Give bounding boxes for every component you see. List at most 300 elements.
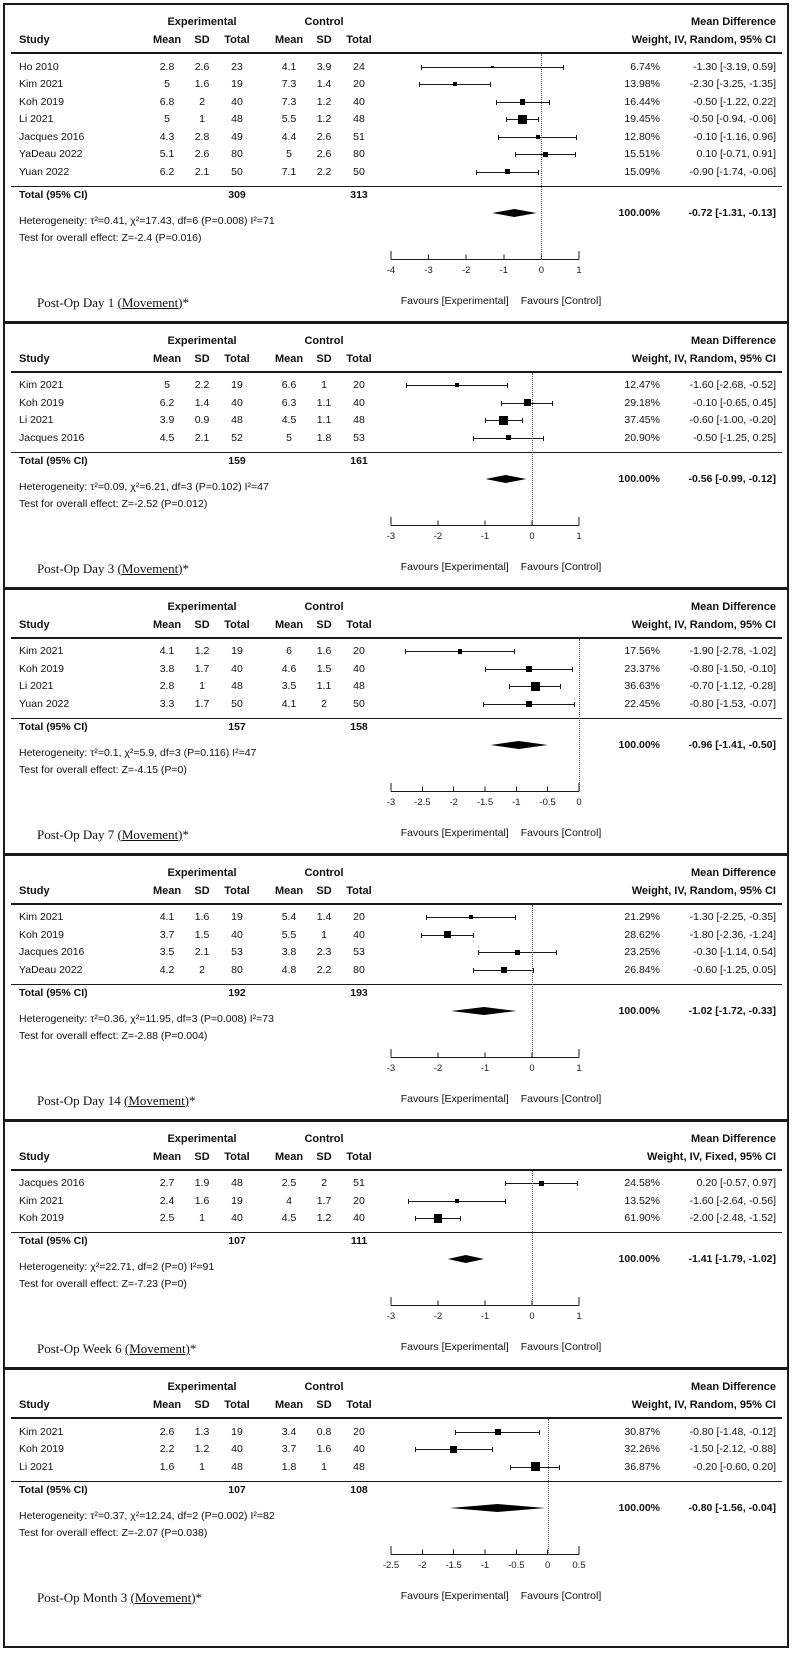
ci-cap-left bbox=[419, 82, 420, 87]
ctrl-sd-value: 1 bbox=[321, 379, 327, 392]
forest-panel-1 bbox=[5, 5, 787, 324]
weight-value: 13.52% bbox=[624, 1194, 660, 1207]
confidence-interval-plot bbox=[379, 93, 594, 111]
total-label: Total (95% CI) bbox=[19, 1235, 88, 1247]
study-name: Yuan 2022 bbox=[19, 165, 70, 178]
exp-mean-column-header: Mean bbox=[152, 1150, 182, 1163]
panel-title bbox=[37, 561, 189, 577]
exp-mean-value: 6.2 bbox=[159, 165, 175, 178]
total-mean-difference: -0.56 [-0.99, -0.12] bbox=[688, 472, 776, 485]
total-ctrl-n: 158 bbox=[350, 720, 368, 733]
confidence-interval-plot bbox=[379, 146, 594, 164]
total-exp-n: 107 bbox=[228, 1235, 246, 1247]
group-header-row bbox=[11, 1376, 782, 1396]
exp-mean-value: 2.6 bbox=[159, 1425, 175, 1438]
axis-tick-label: -3 bbox=[386, 796, 396, 808]
exp-total-column-header: Total bbox=[224, 618, 250, 631]
mean-difference-value: -1.80 [-2.36, -1.24] bbox=[689, 928, 776, 941]
axis-tick-label: -2.5 bbox=[382, 1559, 400, 1571]
confidence-interval-plot bbox=[379, 394, 594, 412]
ctrl-sd-value: 1.1 bbox=[316, 414, 332, 427]
total-mean-difference: -0.96 [-1.41, -0.50] bbox=[688, 738, 776, 751]
effect-square bbox=[520, 99, 526, 105]
mean-difference-value: 0.10 [-0.71, 0.91] bbox=[696, 148, 776, 161]
table-row bbox=[11, 58, 782, 76]
axis-tick-label: -2 bbox=[461, 264, 471, 276]
ci-cap-right bbox=[538, 170, 539, 175]
study-name: Koh 2019 bbox=[19, 396, 64, 409]
ctrl-mean-value: 5 bbox=[286, 148, 292, 161]
ctrl-sd-value: 1.6 bbox=[316, 1443, 332, 1456]
total-ctrl-n: 108 bbox=[350, 1483, 368, 1496]
panel-title-post: * bbox=[182, 560, 190, 576]
group-header-row bbox=[11, 330, 782, 350]
axis-tick-label: -2 bbox=[433, 1062, 443, 1074]
exp-sd-value: 1.7 bbox=[194, 662, 210, 675]
weight-ci-column-header: Weight, IV, Random, 95% CI bbox=[631, 34, 776, 46]
table-row bbox=[11, 1210, 782, 1228]
exp-total-value: 48 bbox=[231, 414, 243, 427]
panel-title-underlined: (Movement) bbox=[117, 826, 183, 842]
axis-row bbox=[11, 250, 782, 289]
exp-mean-value: 2.8 bbox=[159, 60, 175, 73]
weight-ci-column-header: Weight, IV, Fixed, 95% CI bbox=[647, 1150, 776, 1163]
ctrl-sd-value: 1.4 bbox=[316, 911, 332, 924]
ci-cap-left bbox=[501, 401, 502, 406]
total-label: Total (95% CI) bbox=[19, 986, 88, 999]
weight-ci-column-header: Weight, IV, Random, 95% CI bbox=[631, 352, 776, 365]
effect-square bbox=[515, 950, 520, 955]
exp-sd-value: 1.7 bbox=[194, 697, 210, 710]
axis bbox=[379, 1048, 594, 1087]
axis-tick-label: -3 bbox=[386, 530, 396, 542]
ctrl-sd-column-header: SD bbox=[316, 884, 332, 897]
exp-mean-value: 5 bbox=[164, 379, 170, 392]
favours-experimental-label: Favours [Experimental] bbox=[400, 1589, 509, 1602]
weight-value: 28.62% bbox=[624, 928, 660, 941]
exp-mean-value: 2.7 bbox=[159, 1177, 175, 1190]
mean-difference-value: -0.30 [-1.14, 0.54] bbox=[693, 946, 776, 959]
ctrl-sd-column-header: SD bbox=[316, 352, 332, 365]
mean-difference-header: Mean Difference bbox=[691, 1381, 776, 1393]
weight-value: 26.84% bbox=[624, 963, 660, 976]
total-row bbox=[11, 720, 782, 751]
favours-experimental-label: Favours [Experimental] bbox=[400, 826, 509, 839]
experimental-group-header: Experimental bbox=[167, 16, 237, 28]
mean-difference-header: Mean Difference bbox=[691, 600, 776, 613]
table-row bbox=[11, 93, 782, 111]
ctrl-mean-value: 4.8 bbox=[281, 963, 297, 976]
forest-panel-5 bbox=[5, 1122, 787, 1371]
forest-plot-figure bbox=[3, 3, 789, 1648]
effect-square bbox=[499, 416, 508, 425]
ctrl-mean-value: 7.3 bbox=[281, 78, 297, 91]
panel-title-pre: Post-Op Day 7 bbox=[37, 826, 118, 842]
total-weight: 100.00% bbox=[618, 1004, 660, 1017]
exp-sd-value: 1.2 bbox=[194, 645, 210, 658]
axis-tick-label: 1 bbox=[576, 530, 582, 542]
weight-value: 19.45% bbox=[624, 113, 660, 126]
ci-cap-left bbox=[415, 1447, 416, 1452]
pooled-diamond-plot bbox=[379, 999, 594, 1023]
confidence-interval-plot bbox=[379, 111, 594, 129]
ctrl-mean-value: 3.7 bbox=[281, 1443, 297, 1456]
ctrl-total-value: 40 bbox=[353, 1443, 365, 1456]
confidence-interval-plot bbox=[379, 1192, 594, 1210]
total-label: Total (95% CI) bbox=[19, 188, 88, 201]
ci-cap-right bbox=[492, 1447, 493, 1452]
total-exp-n: 309 bbox=[228, 188, 246, 201]
favours-labels bbox=[401, 1093, 602, 1105]
ci-cap-left bbox=[498, 135, 499, 140]
total-ctrl-n: 161 bbox=[350, 454, 368, 467]
ctrl-sd-value: 1.7 bbox=[316, 1194, 332, 1207]
exp-sd-column-header: SD bbox=[194, 34, 210, 46]
ci-cap-right bbox=[574, 702, 575, 707]
ctrl-total-value: 48 bbox=[353, 414, 365, 427]
axis-tick-label: -2 bbox=[433, 1311, 443, 1322]
panel-title-pre: Post-Op Day 1 bbox=[37, 294, 118, 310]
exp-sd-column-header: SD bbox=[194, 1399, 210, 1411]
exp-mean-value: 4.3 bbox=[159, 130, 175, 143]
total-mean-difference: -0.80 [-1.56, -0.04] bbox=[688, 1501, 776, 1514]
control-group-header: Control bbox=[304, 866, 344, 879]
weight-value: 32.26% bbox=[624, 1443, 660, 1456]
panel-title-underlined: (Movement) bbox=[124, 1092, 190, 1108]
total-mean-difference: -1.41 [-1.79, -1.02] bbox=[688, 1253, 776, 1265]
ci-cap-right bbox=[522, 418, 523, 423]
panel-title-post: * bbox=[182, 294, 190, 310]
exp-sd-value: 1.6 bbox=[194, 911, 210, 924]
favours-control-label: Favours [Control] bbox=[520, 294, 602, 307]
ci-cap-right bbox=[577, 1181, 578, 1186]
exp-sd-value: 1.6 bbox=[194, 1194, 210, 1207]
ctrl-sd-value: 1.1 bbox=[316, 396, 332, 409]
ctrl-mean-value: 7.1 bbox=[281, 165, 297, 178]
exp-total-value: 40 bbox=[231, 396, 243, 409]
exp-total-value: 19 bbox=[231, 1425, 243, 1438]
ci-cap-right bbox=[563, 65, 564, 70]
confidence-interval-plot bbox=[379, 1441, 594, 1459]
panel-footer bbox=[11, 557, 782, 581]
total-exp-n: 157 bbox=[228, 720, 246, 733]
confidence-interval-plot bbox=[379, 163, 594, 181]
total-row bbox=[11, 188, 782, 219]
exp-mean-value: 3.7 bbox=[159, 928, 175, 941]
mean-difference-value: -0.10 [-1.16, 0.96] bbox=[693, 130, 776, 143]
exp-mean-value: 4.5 bbox=[159, 431, 175, 444]
ci-cap-left bbox=[421, 933, 422, 938]
effect-square bbox=[543, 152, 548, 157]
effect-square bbox=[536, 135, 540, 139]
effect-square bbox=[501, 967, 507, 973]
ctrl-total-value: 20 bbox=[353, 379, 365, 392]
study-name: Li 2021 bbox=[19, 1460, 54, 1473]
weight-value: 13.98% bbox=[624, 78, 660, 91]
table-row bbox=[11, 961, 782, 979]
ctrl-total-value: 50 bbox=[353, 165, 365, 178]
axis-row bbox=[11, 1048, 782, 1087]
ci-cap-left bbox=[485, 667, 486, 672]
total-exp-n: 107 bbox=[228, 1483, 246, 1496]
ctrl-mean-value: 4.1 bbox=[281, 60, 297, 73]
table-row bbox=[11, 111, 782, 129]
study-rows bbox=[11, 1419, 782, 1482]
panel-header bbox=[11, 596, 782, 639]
exp-sd-value: 2.6 bbox=[194, 148, 210, 161]
forest-panel-4 bbox=[5, 856, 787, 1122]
table-row bbox=[11, 1441, 782, 1459]
forest-panel-2 bbox=[5, 324, 787, 590]
axis-tick-label: -0.5 bbox=[539, 796, 556, 808]
confidence-interval-plot bbox=[379, 678, 594, 696]
ctrl-sd-column-header: SD bbox=[316, 34, 332, 46]
total-row bbox=[11, 986, 782, 1017]
exp-mean-value: 5 bbox=[164, 78, 170, 91]
total-row bbox=[11, 454, 782, 485]
effect-square bbox=[531, 1462, 540, 1471]
control-group-header: Control bbox=[304, 334, 344, 347]
ctrl-mean-value: 3.8 bbox=[281, 946, 297, 959]
total-ctrl-n: 193 bbox=[350, 986, 368, 999]
control-group-header: Control bbox=[304, 16, 344, 28]
ctrl-total-column-header: Total bbox=[346, 1150, 372, 1163]
ci-cap-right bbox=[576, 135, 577, 140]
ci-cap-left bbox=[483, 702, 484, 707]
exp-mean-value: 2.2 bbox=[159, 1443, 175, 1456]
weight-value: 15.51% bbox=[624, 148, 660, 161]
axis-tick-label: -1 bbox=[512, 796, 521, 808]
ctrl-total-column-header: Total bbox=[346, 884, 372, 897]
study-rows bbox=[11, 1171, 782, 1234]
exp-total-value: 40 bbox=[231, 662, 243, 675]
panel-header bbox=[11, 862, 782, 905]
confidence-interval-plot bbox=[379, 643, 594, 661]
study-column-header: Study bbox=[19, 1150, 50, 1163]
study-rows bbox=[11, 54, 782, 187]
exp-total-value: 48 bbox=[231, 1177, 243, 1190]
effect-square bbox=[458, 649, 463, 654]
ci-cap-left bbox=[505, 1181, 506, 1186]
study-rows bbox=[11, 639, 782, 719]
column-header-row bbox=[11, 31, 782, 49]
favours-experimental-label: Favours [Experimental] bbox=[400, 560, 509, 573]
exp-total-value: 48 bbox=[231, 1460, 243, 1473]
ctrl-mean-column-header: Mean bbox=[274, 34, 304, 46]
overall-effect-text: Test for overall effect: Z=-7.23 (P=0) bbox=[19, 1278, 187, 1290]
control-group-header: Control bbox=[304, 600, 344, 613]
ci-cap-right bbox=[543, 436, 544, 441]
panel-title-underlined: (Movement) bbox=[130, 1589, 196, 1605]
ci-cap-right bbox=[490, 82, 491, 87]
mean-difference-header: Mean Difference bbox=[691, 16, 776, 28]
ci-cap-left bbox=[408, 1199, 409, 1204]
ctrl-total-value: 80 bbox=[353, 148, 365, 161]
heterogeneity-text: Heterogeneity: τ²=0.1, χ²=5.9, df=3 (P=0.116) I²=47 bbox=[19, 746, 257, 759]
mean-difference-value: -0.10 [-0.65, 0.45] bbox=[693, 396, 776, 409]
panel-title-underlined: (Movement) bbox=[117, 560, 183, 576]
confidence-interval-plot bbox=[379, 377, 594, 395]
ci-cap-left bbox=[455, 1430, 456, 1435]
favours-control-label: Favours [Control] bbox=[520, 560, 602, 573]
mean-difference-value: -0.60 [-1.25, 0.05] bbox=[693, 963, 776, 976]
heterogeneity-text: Heterogeneity: τ²=0.36, χ²=11.95, df=3 (P=0.008) I²=73 bbox=[19, 1012, 274, 1025]
ctrl-mean-value: 1.8 bbox=[281, 1460, 297, 1473]
table-row bbox=[11, 146, 782, 164]
zero-reference-line bbox=[548, 1419, 549, 1555]
ctrl-mean-value: 4.5 bbox=[281, 1212, 297, 1225]
zero-reference-line bbox=[532, 905, 533, 1058]
axis-tick-label: -1 bbox=[480, 1062, 490, 1074]
study-name: Kim 2021 bbox=[19, 1194, 64, 1207]
weight-value: 23.37% bbox=[624, 662, 660, 675]
confidence-interval-plot bbox=[379, 944, 594, 962]
axis-tick-label: -3 bbox=[386, 1062, 396, 1074]
exp-mean-value: 6.8 bbox=[159, 95, 175, 108]
ctrl-mean-value: 7.3 bbox=[281, 95, 297, 108]
column-header-row bbox=[11, 1148, 782, 1166]
axis-row bbox=[11, 1545, 782, 1584]
ctrl-mean-value: 5.4 bbox=[281, 911, 297, 924]
exp-total-value: 23 bbox=[231, 60, 243, 73]
axis-tick-label: 1 bbox=[576, 1062, 582, 1074]
panel-footer bbox=[11, 1586, 782, 1610]
mean-difference-value: -1.30 [-3.19, 0.59] bbox=[693, 60, 776, 73]
exp-sd-value: 2 bbox=[199, 95, 205, 108]
exp-mean-value: 3.8 bbox=[159, 662, 175, 675]
table-row bbox=[11, 660, 782, 678]
axis-tick-label: 0 bbox=[529, 1062, 535, 1074]
favours-control-label: Favours [Control] bbox=[520, 1589, 602, 1602]
exp-total-value: 19 bbox=[231, 645, 243, 658]
axis-tick-label: 0 bbox=[529, 1311, 535, 1322]
effect-square bbox=[505, 169, 510, 174]
overall-effect-text: Test for overall effect: Z=-2.4 (P=0.016) bbox=[19, 231, 202, 244]
exp-total-value: 50 bbox=[231, 697, 243, 710]
ctrl-mean-value: 5.5 bbox=[281, 928, 297, 941]
ctrl-total-value: 48 bbox=[353, 680, 365, 693]
table-row bbox=[11, 909, 782, 927]
axis-tick-label: -3 bbox=[386, 1311, 396, 1322]
panel-title bbox=[37, 1341, 196, 1357]
ctrl-sd-value: 2.6 bbox=[316, 148, 332, 161]
table-row bbox=[11, 1423, 782, 1441]
exp-mean-value: 2.5 bbox=[159, 1212, 175, 1225]
exp-total-value: 80 bbox=[231, 148, 243, 161]
exp-total-value: 19 bbox=[231, 1194, 243, 1207]
confidence-interval-plot bbox=[379, 128, 594, 146]
overall-effect-text: Test for overall effect: Z=-2.52 (P=0.012) bbox=[19, 497, 208, 510]
ctrl-total-value: 20 bbox=[353, 1425, 365, 1438]
ctrl-mean-column-header: Mean bbox=[274, 1399, 304, 1411]
exp-total-value: 50 bbox=[231, 165, 243, 178]
axis-tick-label: -1 bbox=[480, 1559, 490, 1571]
zero-reference-line bbox=[541, 54, 542, 260]
effect-square bbox=[539, 1181, 544, 1186]
mean-difference-value: -1.60 [-2.64, -0.56] bbox=[689, 1194, 776, 1207]
exp-sd-value: 2 bbox=[199, 963, 205, 976]
total-exp-n: 159 bbox=[228, 454, 246, 467]
effect-square bbox=[469, 915, 473, 919]
axis-tick-label: -1 bbox=[480, 530, 490, 542]
heterogeneity-text: Heterogeneity: τ²=0.41, χ²=17.43, df=6 (P=0.008) I²=71 bbox=[19, 214, 275, 227]
ci-cap-left bbox=[421, 65, 422, 70]
mean-difference-value: -1.90 [-2.78, -1.02] bbox=[689, 645, 776, 658]
table-row bbox=[11, 76, 782, 94]
mean-difference-header: Mean Difference bbox=[691, 334, 776, 347]
mean-difference-value: -1.30 [-2.25, -0.35] bbox=[689, 911, 776, 924]
ci-cap-left bbox=[485, 418, 486, 423]
exp-sd-column-header: SD bbox=[194, 884, 210, 897]
ctrl-mean-value: 4.1 bbox=[281, 697, 297, 710]
favours-labels bbox=[401, 295, 602, 307]
axis bbox=[379, 782, 594, 821]
confidence-interval-plot bbox=[379, 58, 594, 76]
study-name: Koh 2019 bbox=[19, 662, 64, 675]
group-header-row bbox=[11, 596, 782, 616]
ctrl-sd-value: 2.6 bbox=[316, 130, 332, 143]
exp-mean-column-header: Mean bbox=[152, 618, 182, 631]
exp-sd-value: 1.9 bbox=[194, 1177, 210, 1190]
favours-experimental-label: Favours [Experimental] bbox=[400, 1341, 509, 1353]
confidence-interval-plot bbox=[379, 76, 594, 94]
effect-square bbox=[453, 82, 457, 86]
weight-value: 36.87% bbox=[624, 1460, 660, 1473]
exp-sd-value: 1 bbox=[199, 1460, 205, 1473]
study-rows bbox=[11, 905, 782, 985]
axis-tick-label: -1 bbox=[480, 1311, 490, 1322]
ci-cap-right bbox=[575, 152, 576, 157]
confidence-interval-plot bbox=[379, 429, 594, 447]
ctrl-total-value: 51 bbox=[353, 130, 365, 143]
ctrl-sd-value: 1 bbox=[321, 1460, 327, 1473]
exp-total-value: 80 bbox=[231, 963, 243, 976]
favours-control-label: Favours [Control] bbox=[520, 826, 602, 839]
ctrl-total-value: 40 bbox=[353, 662, 365, 675]
axis bbox=[379, 1296, 594, 1335]
ctrl-mean-value: 3.5 bbox=[281, 680, 297, 693]
ctrl-mean-value: 6 bbox=[286, 645, 292, 658]
weight-value: 6.74% bbox=[630, 60, 660, 73]
ci-cap-left bbox=[506, 117, 507, 122]
exp-sd-value: 1.4 bbox=[194, 396, 210, 409]
column-header-row bbox=[11, 882, 782, 900]
study-rows bbox=[11, 373, 782, 453]
effect-square bbox=[455, 1199, 459, 1203]
exp-total-column-header: Total bbox=[224, 1150, 250, 1163]
exp-total-value: 48 bbox=[231, 113, 243, 126]
ci-cap-left bbox=[510, 1465, 511, 1470]
ctrl-total-value: 40 bbox=[353, 396, 365, 409]
control-group-header: Control bbox=[304, 1381, 344, 1393]
ctrl-sd-value: 1.4 bbox=[316, 78, 332, 91]
pooled-diamond-plot bbox=[379, 201, 594, 225]
ctrl-total-value: 20 bbox=[353, 1194, 365, 1207]
ci-cap-right bbox=[559, 1465, 560, 1470]
exp-mean-value: 1.6 bbox=[159, 1460, 175, 1473]
zero-reference-line bbox=[532, 373, 533, 526]
panel-title-post: * bbox=[189, 1092, 196, 1108]
exp-total-column-header: Total bbox=[224, 34, 250, 46]
study-name: Koh 2019 bbox=[19, 1212, 64, 1225]
confidence-interval-plot bbox=[379, 1423, 594, 1441]
confidence-interval-plot bbox=[379, 1458, 594, 1476]
ctrl-total-value: 53 bbox=[353, 946, 365, 959]
exp-sd-value: 1 bbox=[199, 680, 205, 693]
ci-cap-left bbox=[509, 684, 510, 689]
exp-total-value: 19 bbox=[231, 78, 243, 91]
panel-footer bbox=[11, 823, 782, 847]
